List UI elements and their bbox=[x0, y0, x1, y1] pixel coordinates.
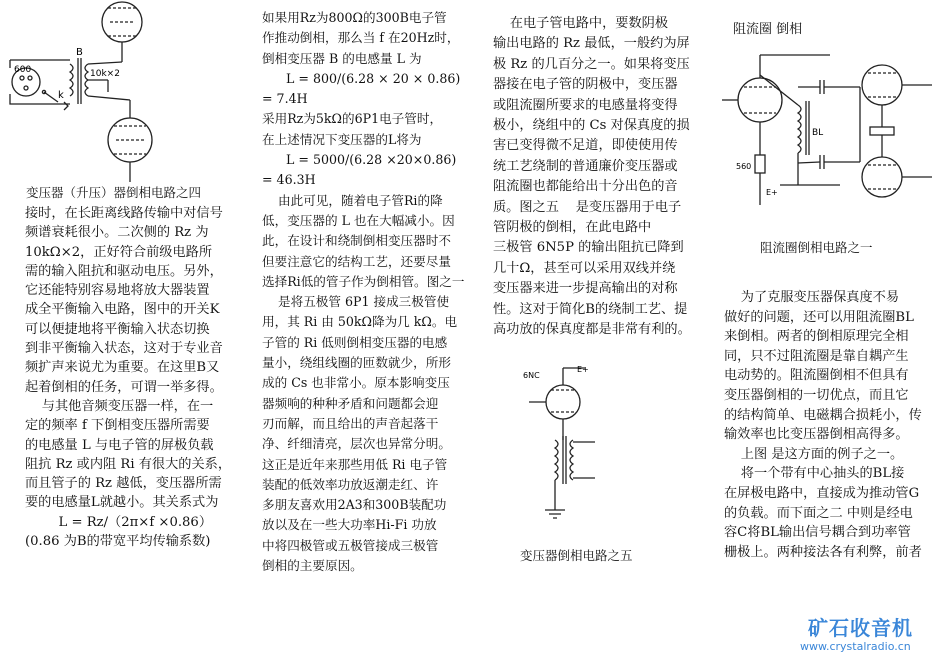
col2-line: 中将四极管或五极管接成三极管 bbox=[262, 537, 439, 553]
col2-line: 用，其 Ri 由 50kΩ降为几 kΩ。电 bbox=[262, 314, 458, 330]
col3-line: 或阻流圈所要求的电感量将变得 bbox=[493, 97, 678, 113]
watermark-url: www.crystalradio.cn bbox=[800, 640, 911, 653]
col1-line: 要的电感量L就越小。其关系式为 bbox=[25, 495, 219, 511]
col1-line: 的电感量 L 与电子管的屏极负载 bbox=[25, 437, 214, 453]
col4-line: 上图 是这方面的例子之一。 bbox=[724, 446, 904, 462]
col2-line: 倒相的主要原因。 bbox=[262, 558, 363, 574]
col4-line: 在屏极电路中，直接成为推动管G bbox=[724, 485, 920, 501]
col3-line: 三极管 6N5P 的输出阻抗已降到 bbox=[493, 240, 684, 256]
col2-line: 在上述情况下变压器的L将为 bbox=[262, 131, 422, 147]
col2-line: 是将五极管 6P1 接成三极管使 bbox=[262, 294, 450, 310]
col2-line: 此，在设计和绕制倒相变压器时不 bbox=[262, 233, 451, 249]
figure-5-schematic bbox=[515, 360, 625, 540]
col4-line: 电动势的。阻流圈倒相不但具有 bbox=[724, 368, 909, 384]
col2-line: 由此可见，随着电子管Ri的降 bbox=[262, 192, 443, 208]
col2-line: 但要注意它的结构工艺，还要尽量 bbox=[262, 253, 451, 269]
fig4-label-600: 600 bbox=[14, 65, 32, 75]
col3-line: 极 Rz 的几百分之一。如果将变压 bbox=[493, 56, 690, 72]
col1-line: 频谱衰耗很小。二次侧的 Rz 为 bbox=[25, 225, 209, 241]
figure-1-caption: 阻流圈倒相电路之一 bbox=[760, 240, 873, 255]
fig4-label-10k: 10k×2 bbox=[90, 69, 120, 79]
col4-line: 变压器倒相的一切优点，而且它 bbox=[724, 387, 909, 403]
col4-line: 来倒相。两者的倒相原理完全相 bbox=[724, 329, 909, 345]
col1-line: 而且管子的 Rz 越低，变压器所需 bbox=[25, 476, 222, 492]
col2-line: 刃而解，而且给出的声音起落干 bbox=[262, 415, 439, 431]
col4-header: 阻流圈 倒相 bbox=[733, 22, 803, 37]
figure-4-schematic bbox=[0, 0, 230, 185]
col3-line: 在电子管电路中，要数阴极 bbox=[493, 16, 669, 31]
col4-line: 的结构简单、电磁耦合损耗小，传 bbox=[724, 407, 922, 423]
col1-line: 它还能特别容易地将放大器装置 bbox=[25, 283, 210, 299]
col1-line: 成全平衡输入电路，图中的开关K bbox=[25, 302, 220, 318]
col1-line: 可以便捷地将平衡输入状态切换 bbox=[25, 321, 210, 337]
col3-line: 输出电路的 Rz 最低，一般约为屏 bbox=[493, 36, 690, 52]
figure-1-schematic bbox=[720, 45, 935, 225]
col2-line: 净、纤细清亮，层次也异常分明。 bbox=[262, 436, 451, 452]
col2-line: = 7.4H bbox=[262, 91, 308, 107]
col4-line: 同，只不过阻流圈是靠自耦产生 bbox=[724, 348, 909, 364]
col2-line: 如果用Rz为800Ω的300B电子管 bbox=[262, 10, 447, 25]
fig4-label-b: B bbox=[76, 47, 83, 58]
column-2 bbox=[262, 8, 482, 576]
col2-line: 这正是近年来那些用低 Ri 电子管 bbox=[262, 456, 448, 472]
col3-line: 器接在电子管的阴极中，变压器 bbox=[493, 77, 678, 93]
col4-line: 为了克服变压器保真度不易 bbox=[724, 290, 900, 305]
col2-line: 量小，绕组线圈的匝数就少，所形 bbox=[262, 355, 451, 371]
col2-line: 倒相变压器 B 的电感量 L 为 bbox=[262, 50, 422, 66]
column-4 bbox=[724, 288, 934, 562]
col4-line: 容C将BL输出信号耦合到功率管 bbox=[724, 525, 911, 541]
fig5-label-eplus: E+ bbox=[577, 365, 589, 374]
col1-line: 10kΩ×2，正好符合前级电路所 bbox=[25, 244, 213, 260]
fig4-label-k: k bbox=[58, 90, 64, 101]
column-1 bbox=[25, 204, 240, 551]
col3-line: 变压器来进一步提高输出的对称 bbox=[493, 281, 678, 297]
col2-line: 低，变压器的 L 也在大幅减小。因 bbox=[262, 212, 455, 228]
col3-line: 性。这对于简化B的绕制工艺、提 bbox=[493, 301, 688, 317]
col2-line: 器频响的种种矛盾和问题都会迎 bbox=[262, 395, 439, 411]
col4-line: 的负载。而下面之二 中则是经电 bbox=[724, 505, 913, 521]
col1-line: 到非平衡输入状态，这对于专业音 bbox=[25, 341, 223, 357]
col4-line: 栅极上。两种接法各有利弊，前者 bbox=[724, 544, 922, 560]
col2-line: L = 5000/(6.28 ×20×0.86) bbox=[262, 152, 457, 168]
fig1-label-bl: BL bbox=[812, 128, 824, 138]
col3-line: 阻流圈也都能给出十分出色的音 bbox=[493, 179, 678, 195]
col2-line: 采用Rz为5kΩ的6P1电子管时， bbox=[262, 111, 443, 127]
col4-line: 将一个带有中心抽头的BL接 bbox=[724, 466, 905, 482]
figure-4-caption: 变压器（升压）器倒相电路之四 bbox=[26, 185, 202, 200]
col3-line: 统工艺绕制的普通廉价变压器或 bbox=[493, 158, 678, 174]
col1-line: 与其他音频变压器一样，在一 bbox=[25, 398, 214, 414]
col2-line: = 46.3H bbox=[262, 172, 316, 188]
fig1-label-560: 560 bbox=[736, 162, 752, 171]
col2-line: 多朋友喜欢用2A3和300B装配功 bbox=[262, 497, 447, 513]
col2-line: 装配的低效率功放返潮走红、许 bbox=[262, 476, 439, 492]
col2-line: 子管的 Ri 低则倒相变压器的电感 bbox=[262, 334, 448, 350]
col4-line: 做好的问题，还可以用阻流圈BL bbox=[724, 309, 914, 325]
fig1-label-eplus: E+ bbox=[766, 188, 778, 197]
col1-line: L = Rz/（2π×f ×0.86） bbox=[25, 514, 213, 530]
col1-line: 接时，在长距离线路传输中对信号 bbox=[25, 206, 223, 221]
col1-line: 频扩声来说尤为重要。在这里B又 bbox=[25, 360, 220, 376]
figure-5-caption: 变压器倒相电路之五 bbox=[520, 548, 633, 563]
col2-line: 选择Ri低的管子作为倒相管。图之一 bbox=[262, 273, 465, 289]
col1-line: (0.86 为B的带宽平均传输系数) bbox=[25, 534, 211, 550]
col3-line: 质。图之五 是变压器用于电子 bbox=[493, 199, 682, 215]
col2-line: 成的 Cs 也非常小。原本影响变压 bbox=[262, 375, 450, 391]
col1-line: 需的输入阻抗和驱动电压。另外， bbox=[25, 263, 223, 279]
col2-line: 作推动倒相，那么当 f 在20Hz时， bbox=[262, 30, 460, 46]
column-3 bbox=[493, 14, 718, 341]
watermark-title: 矿石收音机 bbox=[808, 616, 913, 640]
col4-line: 输效率也比变压器倒相高得多。 bbox=[724, 427, 909, 443]
col3-line: 害已变得微不足道，即使使用传 bbox=[493, 138, 678, 154]
col1-line: 定的频率 f 下倒相变压器所需要 bbox=[25, 418, 210, 434]
col2-line: 放以及在一些大功率Hi-Fi 功放 bbox=[262, 517, 437, 533]
col2-line: L = 800/(6.28 × 20 × 0.86) bbox=[262, 70, 461, 86]
col1-line: 阻抗 Rz 或内阻 Ri 有很大的关系， bbox=[25, 456, 232, 472]
col3-line: 几十Ω，甚至可以采用双线并绕 bbox=[493, 260, 676, 276]
col3-line: 极小，绕组中的 Cs 对保真度的损 bbox=[493, 118, 690, 134]
col3-line: 高功放的保真度都是非常有利的。 bbox=[493, 322, 691, 338]
fig5-label-tube: 6NC bbox=[523, 371, 540, 380]
col1-line: 起着倒相的任务，可谓一举多得。 bbox=[25, 379, 223, 395]
col3-line: 管阴极的倒相，在此电路中 bbox=[493, 220, 652, 236]
